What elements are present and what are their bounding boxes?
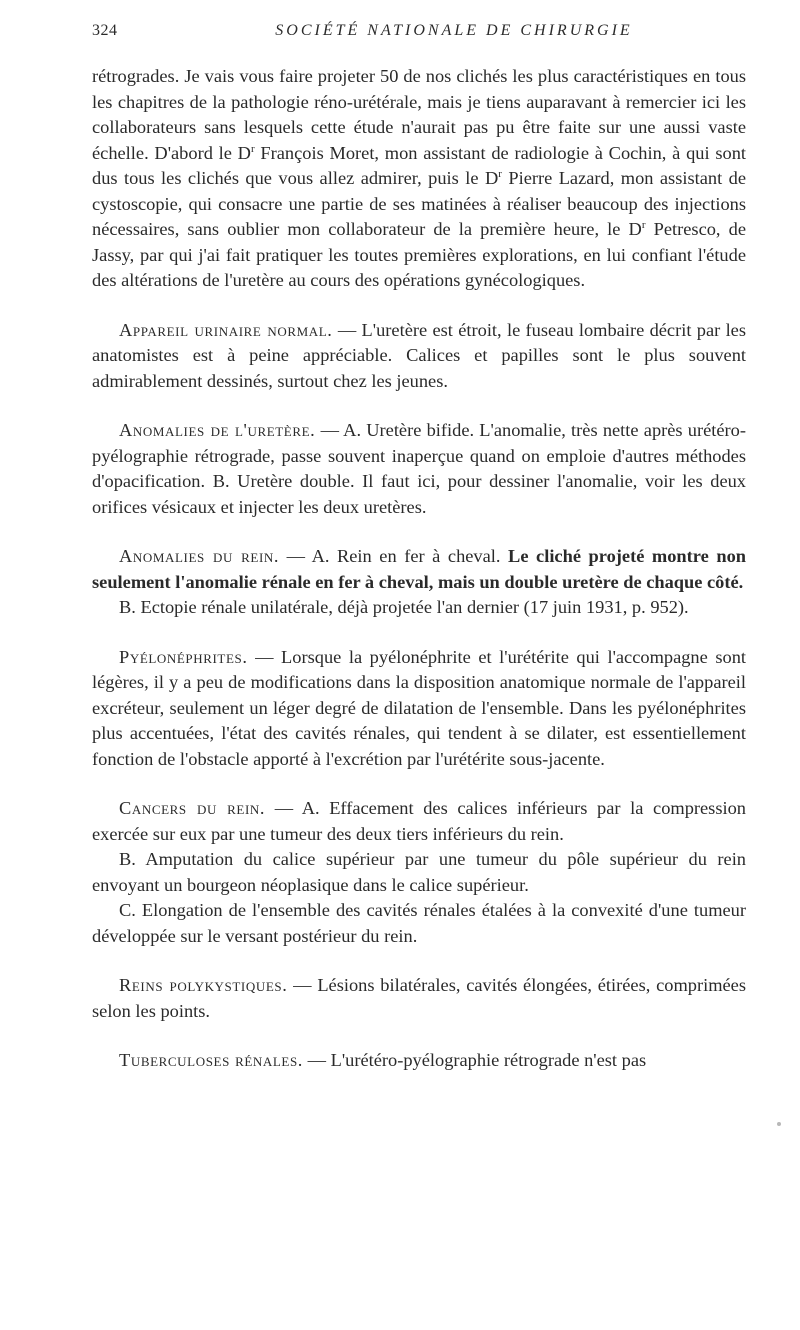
section-pyelonephrites xyxy=(92,645,746,773)
superscript-r: r xyxy=(641,218,646,231)
section-text: — Lorsque la pyélonéphrite et l'urétérite qui l'accompagne sont légères, il y a peu de modifications dans la disposition anatomique normale de l'appareil excréteur, seulement un léger degré de dilatation de l'ensemble. Dans les pyélonéphrites plus accentuées, l'état des cavités rénales, qui tendent à se dilater, est essentiellement fonction de l'obstacle apporté à l'excrétion par l'urétérite sous-jacente. xyxy=(92,646,746,769)
section-text: — A. Effacement des calices inférieurs par la compression exercée sur eux par une tumeur des deux tiers inférieurs du rein. xyxy=(92,798,746,844)
section-heading: Anomalies du rein. xyxy=(119,546,280,566)
paper-speck xyxy=(777,1122,781,1126)
section-anomalies-uretere xyxy=(92,418,746,520)
section-heading: Reins polykystiques. xyxy=(119,975,288,995)
section-heading: Pyélonéphrites. xyxy=(119,646,248,667)
section-text: — L'urétéro-pyélographie rétrograde n'est pas xyxy=(303,1050,647,1070)
intro-text-2: François Moret, mon assistant de radiologie à Cochin, à qui sont dus tous les clichés que vous allez admirer, puis le D xyxy=(92,142,746,188)
document-page xyxy=(92,20,746,1074)
section-anomalies-rein xyxy=(92,544,746,595)
section-text-bold: Le cliché projeté montre non seulement l'anomalie rénale en fer à cheval, mais un double uretère de chaque côté. xyxy=(92,546,746,592)
section-heading: Tuberculoses rénales. xyxy=(119,1050,303,1070)
intro-text-3: Pierre Lazard, mon assistant de cystoscopie, qui consacre une partie de ses matinées à réaliser beaucoup des injections nécessaires, sans oublier mon collaborateur de la première heure, le D xyxy=(92,168,746,239)
page-header xyxy=(92,20,746,50)
section-heading: Anomalies de l'uretère. xyxy=(119,420,316,440)
superscript-r: r xyxy=(250,142,255,155)
page-number: 324 xyxy=(92,22,118,39)
intro-paragraph xyxy=(92,64,746,294)
section-text: — Lésions bilatérales, cavités élongées, étirées, comprimées selon les points. xyxy=(92,975,746,1021)
section-text: — L'uretère est étroit, le fuseau lombaire décrit par les anatomistes est à peine appréciable. Calices et papilles sont le plus souvent admirablement dessinés, surtout chez les jeunes. xyxy=(92,319,746,391)
section-heading: Cancers du rein. xyxy=(119,798,266,818)
section-tuberculoses-renales xyxy=(92,1048,746,1074)
intro-text-1: rétrogrades. Je vais vous faire projeter 50 de nos clichés les plus caractéristiques en tous les chapitres de la pathologie réno-urétérale, mais je tiens auparavant à remercier ici les collaborateurs sans lesquels cette étude n'aurait pas pu être faite sur une aussi vaste échelle. D'abord le D xyxy=(92,66,746,163)
running-title: SOCIÉTÉ NATIONALE DE CHIRURGIE xyxy=(275,22,633,39)
paragraph-cancer-c: C. Elongation de l'ensemble des cavités rénales étalées à la convexité d'une tumeur développée sur le versant postérieur du rein. xyxy=(92,900,746,946)
intro-text-4: Petresco, de Jassy, par qui j'ai fait pratiquer les toutes premières explorations, en lui confiant l'étude des altérations de l'uretère au cours des opérations gynécologiques. xyxy=(92,219,746,290)
section-appareil-urinaire xyxy=(92,318,746,395)
superscript-r: r xyxy=(498,167,502,180)
section-text: — A. Uretère bifide. L'anomalie, très nette après urétéro-pyélographie rétrograde, passe souvent inaperçue quand on emploie d'autres méthodes d'opacification. B. Uretère double. Il faut ici, pour dessiner l'anomalie, voir les deux orifices vésicaux et injecter les deux uretères. xyxy=(92,420,746,517)
paragraph-ectopie: B. Ectopie rénale unilatérale, déjà projetée l'an dernier (17 juin 1931, p. 952). xyxy=(119,597,689,617)
section-heading: Appareil urinaire normal. xyxy=(119,319,333,340)
paragraph-cancer-b: B. Amputation du calice supérieur par une tumeur du pôle supérieur du rein envoyant un bourgeon néoplasique dans le calice supérieur. xyxy=(92,849,746,895)
section-reins-polykystiques xyxy=(92,973,746,1024)
section-cancers-rein xyxy=(92,796,746,847)
section-text: — A. Rein en fer à cheval. xyxy=(279,546,501,566)
